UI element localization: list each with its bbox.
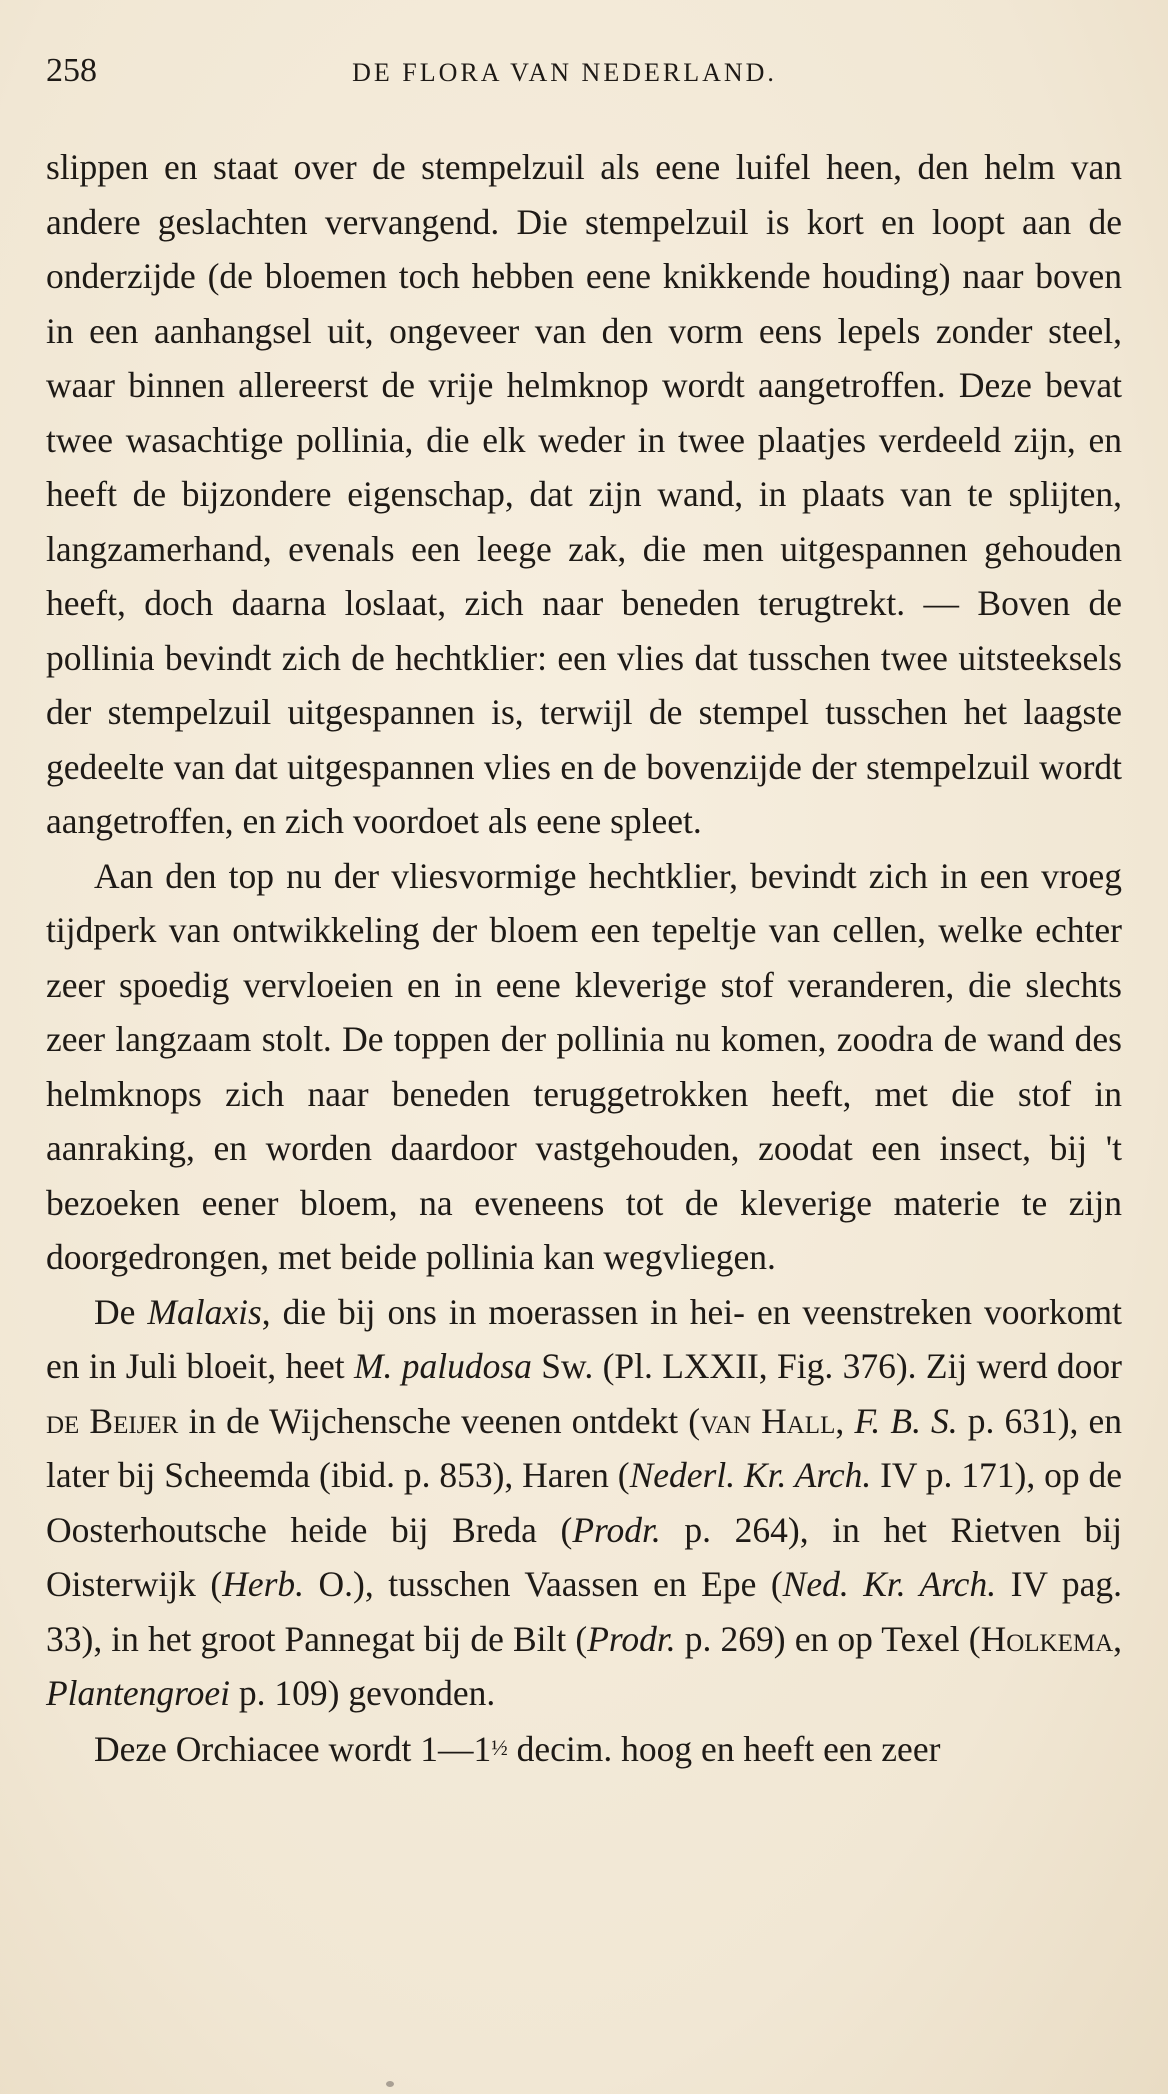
reference-title: Prodr.	[587, 1618, 676, 1659]
page-header	[46, 52, 1122, 90]
reference-title: Ned. Kr. Arch.	[782, 1564, 997, 1604]
paragraph-1: slippen en staat over de stempelzuil als eene luifel heen, den helm van andere geslachten vervangend. Die stempelzuil is kort en loopt aan de onderzijde (de bloemen toch hebben eene knikkende houding) naar boven in een aanhangsel uit, ongeveer van den vorm eens lepels zonder steel, waar binnen allereerst de vrije helmknop wordt aangetroffen. Deze bevat twee wasachtige pollinia, die elk weder in twee plaatjes verdeeld zijn, en heeft de bijzondere eigenschap, dat zijn wand, in plaats van te splijten, langzamerhand, evenals een leege zak, die men uitgespannen gehouden heeft, doch daarna loslaat, zich naar beneden terugtrekt. — Boven de pollinia bevindt zich de hechtklier: een vlies dat tusschen twee uitsteeksels der stempelzuil uitgespannen is, terwijl de stempel tusschen het laagste gedeelte van dat uitgespannen vlies en de bovenzijde der stempelzuil wordt aangetroffen, en zich voordoet als eene spleet.	[46, 147, 1122, 841]
text-run: IV pag. 33), in het groot Pannegat bij de Bilt (	[46, 1564, 1123, 1659]
genus-name: Malaxis	[147, 1291, 262, 1332]
species-name: M. paludosa	[353, 1346, 532, 1386]
paragraph-4	[46, 1721, 1122, 1777]
fraction: ½	[491, 1734, 508, 1760]
person-name: de Beijer	[46, 1400, 179, 1441]
text-run: p. 264), in het Rietven bij Oisterwijk (	[46, 1509, 1123, 1604]
text-run: De	[94, 1291, 148, 1332]
text-run: Sw. (Pl. LXXII, Fig. 376). Zij werd door	[531, 1346, 1123, 1386]
running-head: DE FLORA VAN NEDERLAND.	[352, 58, 777, 87]
text-run: ,	[835, 1400, 855, 1441]
reference-title: Prodr.	[572, 1509, 661, 1550]
text-run: O.), tusschen Vaassen en Epe (	[304, 1564, 783, 1604]
text-run: decim. hoog en heeft een zeer	[507, 1728, 941, 1769]
ink-smudge	[386, 2081, 394, 2087]
text-run: IV p. 171), op de Oosterhoutsche heide bij Breda (	[46, 1455, 1122, 1550]
person-name: van Hall	[700, 1400, 836, 1441]
paragraph-3	[46, 1285, 1122, 1721]
paragraph-2: Aan den top nu der vliesvormige hechtklier, bevindt zich in een vroeg tijdperk van ontwikkeling der bloem een tepeltje van cellen, welke echter zeer spoedig vervloeien en in eene kleverige stof veranderen, die slechts zeer langzaam stolt. De toppen der pollinia nu komen, zoodra de wand des helmknops zich naar beneden teruggetrokken heeft, met die stof in aanraking, en worden daardoor vastgehouden, zoodat een insect, bij 't bezoeken eener bloem, na eveneens tot de kleverige materie te zijn doorgedrongen, met beide pollinia kan wegvliegen.	[46, 855, 1122, 1277]
text-run: ,	[1113, 1618, 1123, 1659]
text-run: p. 109) gevonden.	[230, 1673, 496, 1713]
text-run: p. 269) en op Texel (	[675, 1618, 981, 1659]
body-text	[46, 140, 1122, 1776]
person-name: Holkema	[980, 1618, 1114, 1659]
text-run: in de Wijchensche veenen ontdekt (	[178, 1400, 701, 1441]
reference-title: Plantengroei	[46, 1673, 231, 1713]
reference-title: Herb.	[222, 1564, 305, 1604]
reference-title: Nederl. Kr. Arch.	[629, 1455, 872, 1495]
text-run: p. 631), en later bij Scheemda (ibid. p. 853), Haren (	[46, 1400, 1122, 1495]
page-number: 258	[46, 52, 97, 89]
text-run: , die bij ons in moerassen in hei- en veenstreken voorkomt en in Juli bloeit, heet	[46, 1291, 1122, 1386]
text-run: Deze Orchiacee wordt 1—1	[94, 1728, 492, 1769]
reference-title: F. B. S.	[854, 1400, 958, 1441]
